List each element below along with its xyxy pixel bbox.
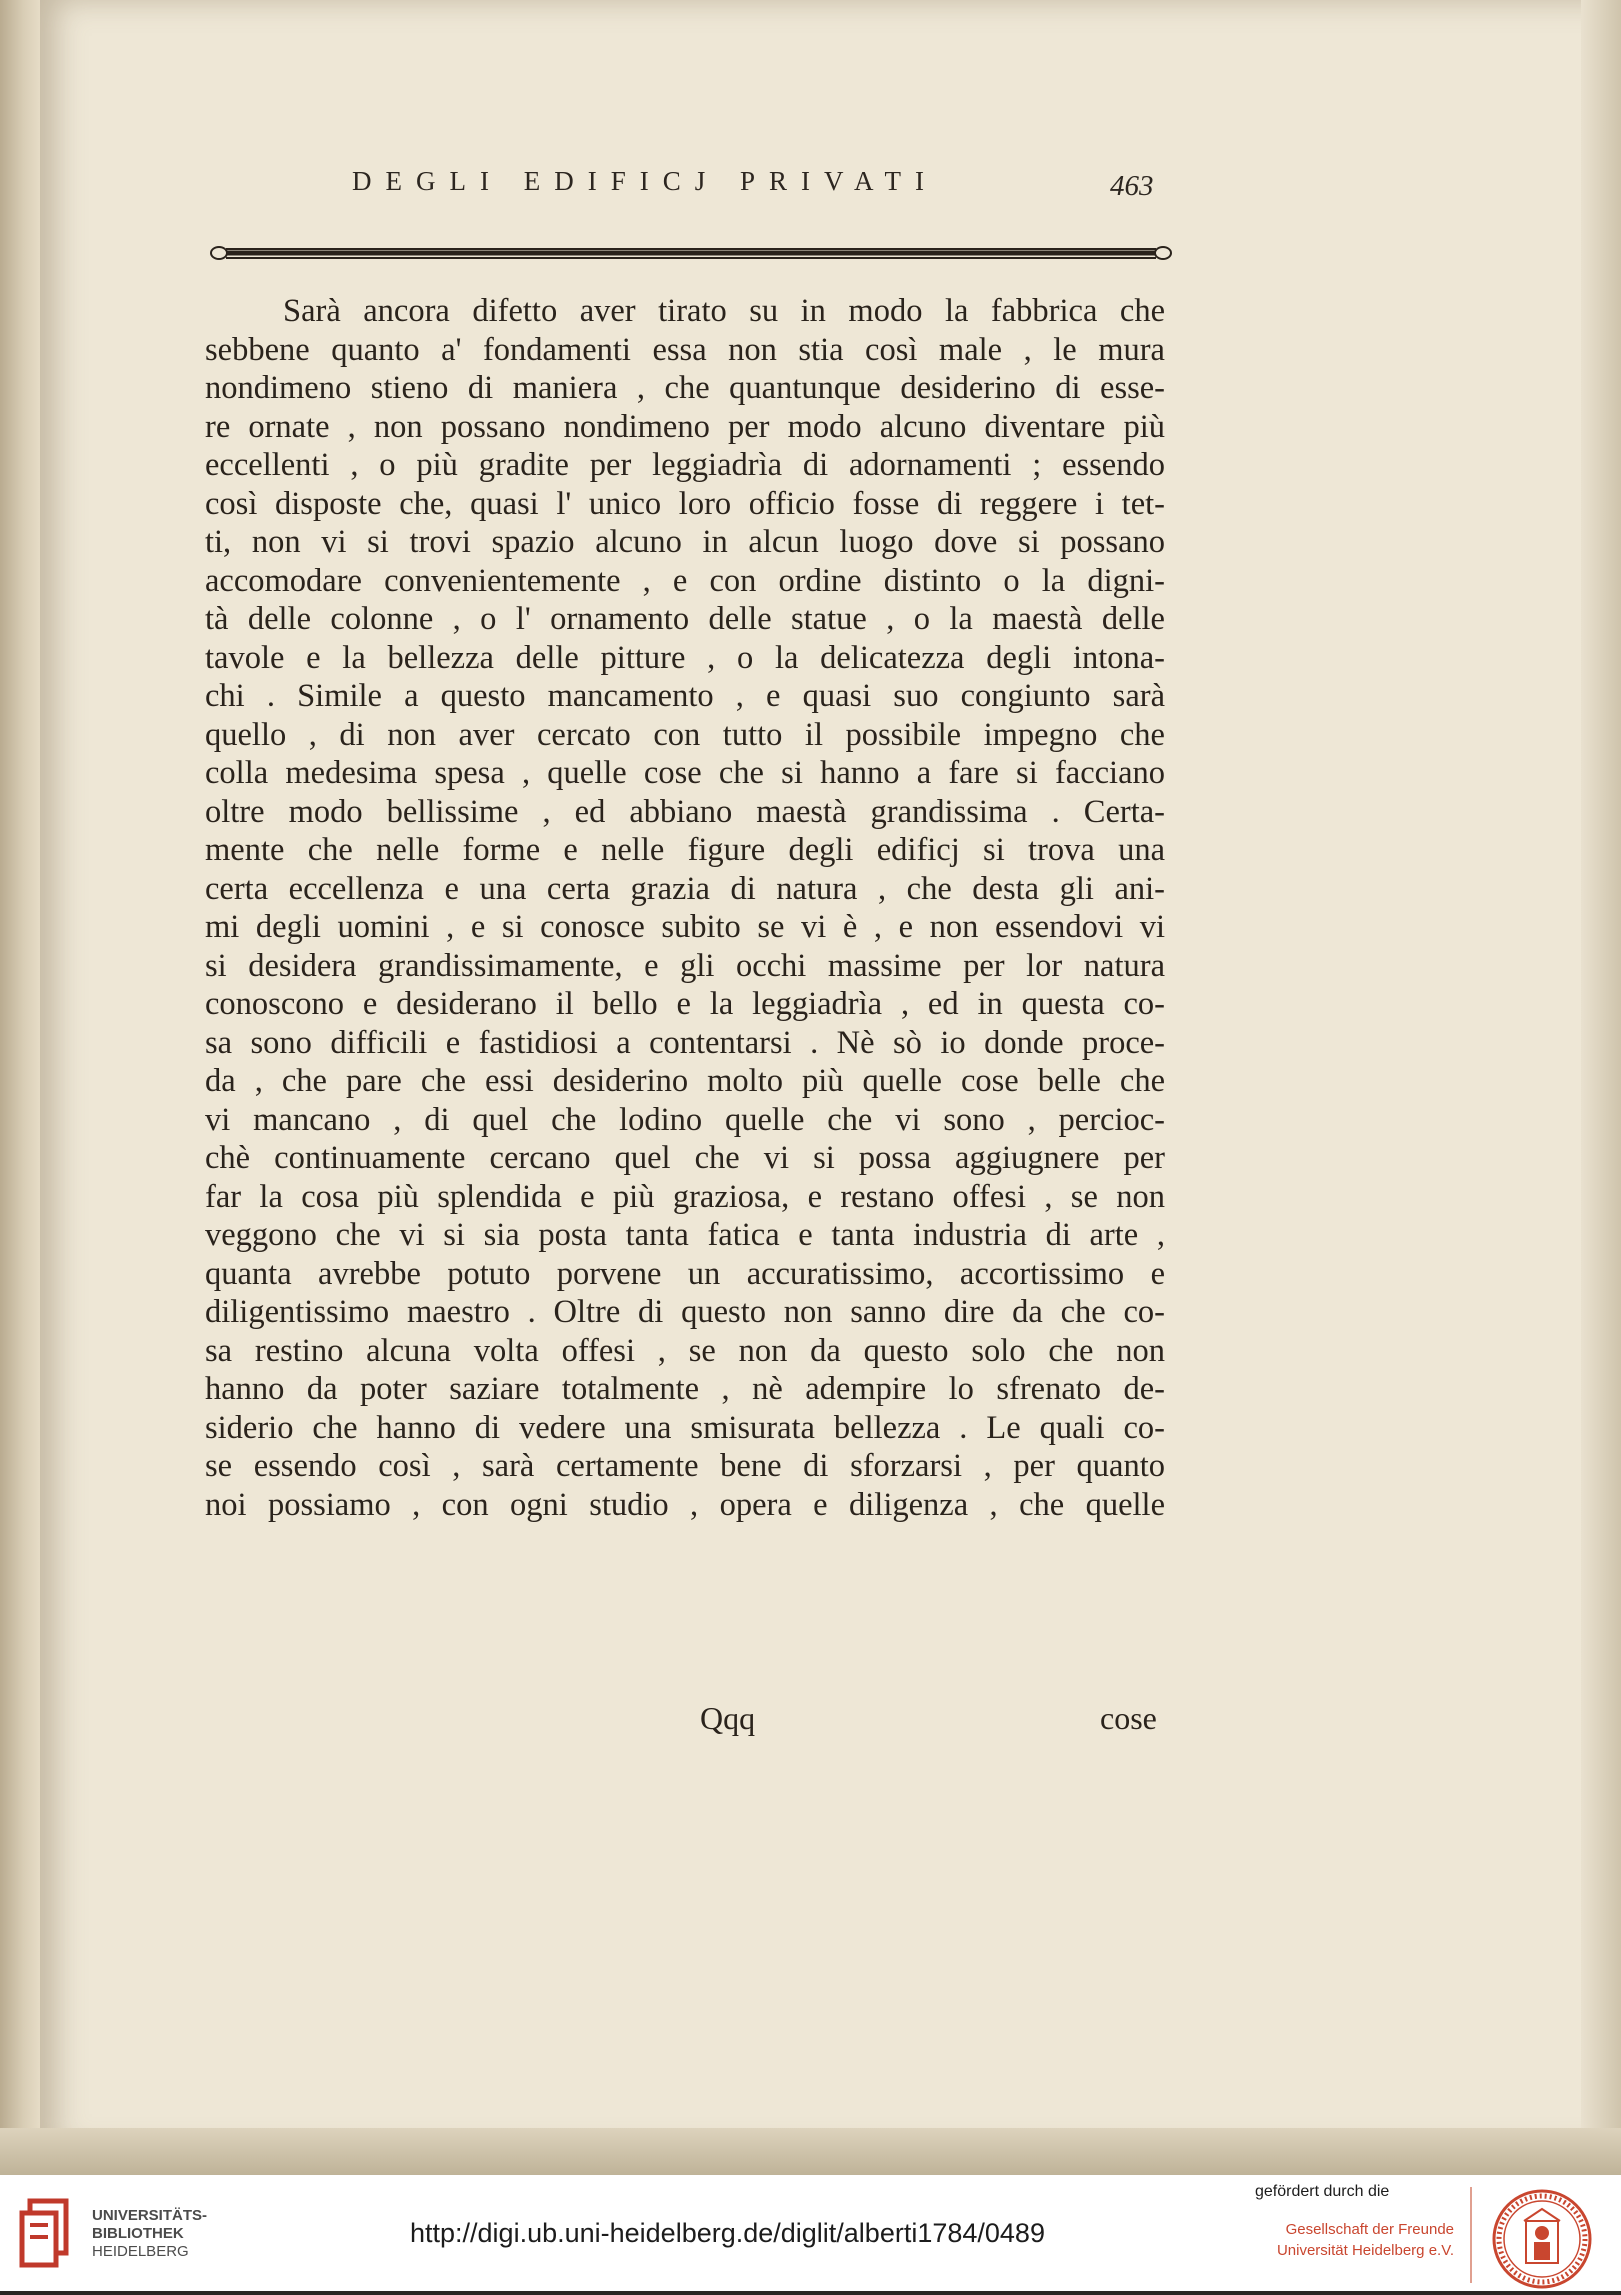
text-line: sebbene quanto a' fondamenti essa non stia così male , le mura bbox=[205, 331, 1165, 368]
sponsor-name-line: Gesellschaft der Freunde bbox=[1285, 2221, 1454, 2238]
text-line: ti, non vi si trovi spazio alcuno in alcun luogo dove si possano bbox=[205, 524, 1165, 560]
header-rule bbox=[210, 242, 1172, 264]
book-spine-shadow bbox=[0, 0, 40, 2175]
page-right-edge bbox=[1581, 0, 1621, 2175]
text-line: Sarà ancora difetto aver tirato su in modo la fabbrica che bbox=[283, 293, 1165, 329]
text-line: noi possiamo , con ogni studio , opera e diligenza , che quelle bbox=[205, 1486, 1165, 1523]
running-head: DEGLI EDIFICJ PRIVATI bbox=[352, 166, 939, 196]
signature-mark: Qqq bbox=[700, 1700, 756, 1736]
text-line: accomodare convenientemente , e con ordine distinto o la digni- bbox=[205, 562, 1165, 599]
text-line: mente che nelle forme e nelle figure degli edificj si trova una bbox=[205, 832, 1165, 868]
text-line: si desidera grandissimamente, e gli occhi massime per lor natura bbox=[205, 947, 1165, 984]
sponsor-name-line: Universität Heidelberg e.V. bbox=[1276, 2242, 1454, 2259]
permalink-url[interactable]: http://digi.ub.uni-heidelberg.de/diglit/alberti1784/0489 bbox=[410, 2218, 1045, 2248]
text-line: hanno da poter saziare totalmente , nè adempire lo sfrenato de- bbox=[205, 1371, 1165, 1407]
text-line: sa restino alcuna volta offesi , se non da questo solo che non bbox=[205, 1332, 1165, 1369]
page-number: 463 bbox=[1110, 170, 1154, 202]
text-line: vi mancano , di quel che lodino quelle che vi sono , percioc- bbox=[205, 1101, 1165, 1138]
library-logo-icon bbox=[18, 2195, 80, 2269]
text-line: diligentissimo maestro . Oltre di questo non sanno dire da che co- bbox=[205, 1294, 1165, 1330]
text-line: siderio che hanno di vedere una smisurata bellezza . Le quali co- bbox=[205, 1409, 1165, 1446]
page-bottom-edge bbox=[0, 2128, 1621, 2175]
text-line: sa sono difficili e fastidiosi a contentarsi . Nè sò io donde proce- bbox=[205, 1024, 1165, 1061]
library-name-line: BIBLIOTHEK bbox=[92, 2225, 184, 2242]
library-name-line: UNIVERSITÄTS- bbox=[92, 2207, 208, 2224]
text-line: quanta avrebbe potuto porvene un accuratissimo, accortissimo e bbox=[205, 1255, 1165, 1292]
text-line: eccellenti , o più gradite per leggiadrìa di adornamenti ; essendo bbox=[205, 447, 1165, 483]
footer-divider bbox=[1470, 2187, 1472, 2283]
body-paragraph bbox=[205, 292, 1165, 1524]
text-line: se essendo così , sarà certamente bene di sforzarsi , per quanto bbox=[205, 1448, 1165, 1484]
university-seal-icon bbox=[1490, 2187, 1594, 2291]
text-line: colla medesima spesa , quelle cose che si hanno a fare si facciano bbox=[205, 755, 1165, 791]
text-line: veggono che vi si sia posta tanta fatica e tanta industria di arte , bbox=[205, 1217, 1165, 1253]
text-line: conoscono e desiderano il bello e la leggiadrìa , ed in questa co- bbox=[205, 986, 1165, 1022]
text-line: re ornate , non possano nondimeno per modo alcuno diventare più bbox=[205, 408, 1165, 445]
text-line: certa eccellenza e una certa grazia di natura , che desta gli ani- bbox=[205, 870, 1165, 907]
text-line: quello , di non aver cercato con tutto il possibile impegno che bbox=[205, 716, 1165, 753]
catchword: cose bbox=[1100, 1700, 1157, 1736]
library-name bbox=[92, 2207, 207, 2261]
digitization-footer bbox=[0, 2175, 1621, 2291]
text-line: far la cosa più splendida e più graziosa, e restano offesi , se non bbox=[205, 1178, 1165, 1215]
sponsor-label: gefördert durch die bbox=[1255, 2183, 1390, 2200]
text-line: tavole e la bellezza delle pitture , o la delicatezza degli intona- bbox=[205, 639, 1165, 676]
text-line: chè continuamente cercano quel che vi si possa aggiugnere per bbox=[205, 1140, 1165, 1176]
sponsor-name bbox=[1262, 2219, 1454, 2261]
text-line: tà delle colonne , o l' ornamento delle statue , o la maestà delle bbox=[205, 601, 1165, 637]
text-line: nondimeno stieno di maniera , che quantunque desiderino di esse- bbox=[205, 370, 1165, 406]
library-name-line: HEIDELBERG bbox=[92, 2243, 189, 2260]
text-line: oltre modo bellissime , ed abbiano maestà grandissima . Certa- bbox=[205, 793, 1165, 830]
text-line: da , che pare che essi desiderino molto più quelle cose belle che bbox=[205, 1063, 1165, 1099]
text-line: chi . Simile a questo mancamento , e quasi suo congiunto sarà bbox=[205, 678, 1165, 714]
text-line: così disposte che, quasi l' unico loro officio fosse di reggere i tet- bbox=[205, 485, 1165, 522]
text-line: mi degli uomini , e si conosce subito se vi è , e non essendovi vi bbox=[205, 909, 1165, 945]
